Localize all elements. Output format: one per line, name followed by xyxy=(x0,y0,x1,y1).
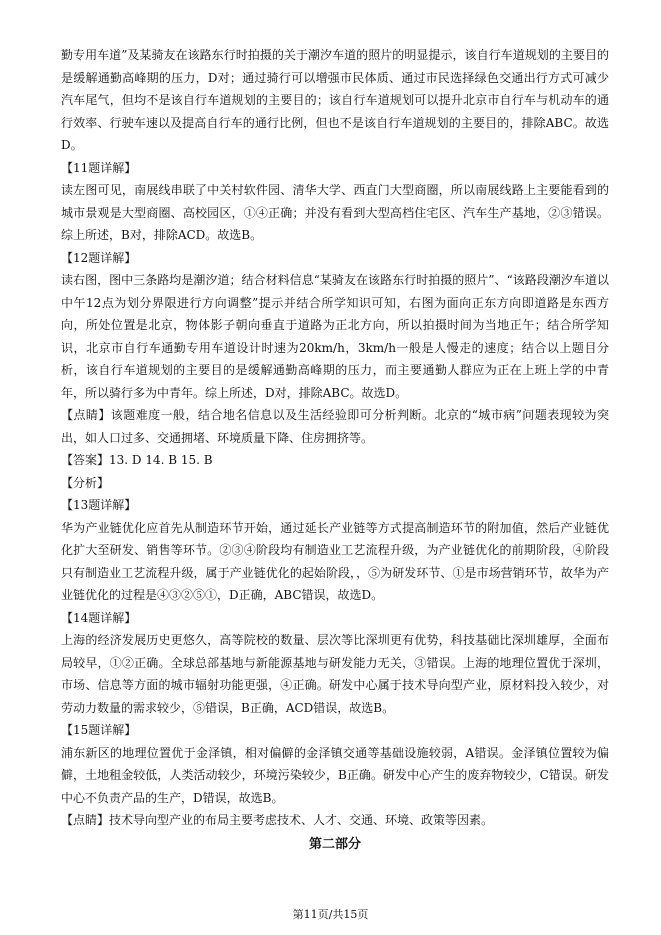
answer-line: 【答案】13. D 14. B 15. B xyxy=(61,453,213,467)
paragraph-tip-1: 【点睛】该题难度一般，结合地名信息以及生活经验即可分析判断。北京的“城市病”问题表现较为突出，如人口过多、交通拥堵、环境质量下降、住房拥挤等。 xyxy=(61,408,609,445)
heading-q14: 【14题详解】 xyxy=(61,610,137,625)
paragraph-q14: 上海的经济发展历史更悠久，高等院校的数量、层次等比深圳更有优势，科技基础比深圳雄厚，全面布局较早，①②正确。全球总部基地与新能源基地与研发能力无关，③错误。上海的地理位置优于深圳，市场、信息等方面的城市辐射功能更强，④正确。研发中心属于技术导向型产业，原材料投入较少，对劳动力数量的需求较少，⑤错误，B正确，ACD错误，故选B。 xyxy=(61,633,609,715)
heading-q15: 【15题详解】 xyxy=(61,723,137,737)
section-title: 第二部分 xyxy=(308,836,361,852)
paragraph-tip-2: 【点睛】技术导向型产业的布局主要考虑技术、人才、交通、环境、政策等因素。 xyxy=(61,813,494,827)
paragraph-continued: 勤专用车道”及某骑友在该路东行时拍摄的关于潮汐车道的照片的明显提示，该自行车道规划的主要目的是缓解通勤高峰期的压力，D对；通过骑行可以增强市民体质、通过市民选择绿色交通出行方式可减少汽车尾气，但均不是该自行车道规划的主要目的；该自行车道规划可以提升北京市自行车与机动车的通行效率、行驶车速以及提高自行车的通行比例，但也不是该自行车道规划的主要目的，排除ABC。故选D。 xyxy=(61,48,609,152)
heading-q11: 【11题详解】 xyxy=(61,160,137,175)
paragraph-q11: 读左图可见，南展线串联了中关村软件园、清华大学、西直门大型商圈，所以南展线路上主要能看到的城市景观是大型商圈、高校园区，①④正确；并没有看到大型高档住宅区、汽车生产基地，②③错误。综上所述，B对，排除ACD。故选B。 xyxy=(61,183,609,242)
paragraph-q13: 华为产业链优化应首先从制造环节开始，通过延长产业链等方式提高制造环节的附加值，然后产业链优化扩大至研发、销售等环节。②③④阶段均有制造业工艺流程升级，为产业链优化的前期阶段，④阶段只有制造业工艺流程升级，属于产业链优化的起始阶段，，⑤为研发环节、①是市场营销环节，故华为产业链优化的过程是④③②⑤①，D正确，ABC错误，故选D。 xyxy=(61,520,609,602)
document-body xyxy=(61,44,609,856)
heading-q13: 【13题详解】 xyxy=(61,498,137,512)
heading-q12: 【12题详解】 xyxy=(61,250,137,265)
page-footer: 第11页/共15页 xyxy=(292,908,369,921)
paragraph-q12: 读右图，图中三条路均是潮汐道；结合材料信息“某骑友在该路东行时拍摄的照片”、“该路段潮汐车道以中午12点为划分界限进行方向调整”提示并结合所学知识可知，右图为面向正东方向即道路是东西方向，所处位置是北京，物体影子朝向垂直于道路为正北方向，所以拍摄时间为当地正午；结合所学知识，北京市自行车通勤专用车道设计时速为20km/h，3km/h一般是人慢走的速度；结合以上题目分析，该自行车道规划的主要目的是缓解通勤高峰期的压力，而主要通勤人群应为正在上班上学的中青年，所以骑行多为中青年。综上所述，D对，排除ABC。故选D。 xyxy=(61,273,609,400)
paragraph-q15: 浦东新区的地理位置优于金泽镇，相对偏僻的金泽镇交通等基础设施较弱，A错误。金泽镇位置较为偏僻，土地租金较低，人类活动较少，环境污染较少，B正确。研发中心产生的废弃物较少，C错误。研发中心不负责产品的生产，D错误，故选B。 xyxy=(61,745,609,805)
heading-analysis: 【分析】 xyxy=(61,475,110,490)
